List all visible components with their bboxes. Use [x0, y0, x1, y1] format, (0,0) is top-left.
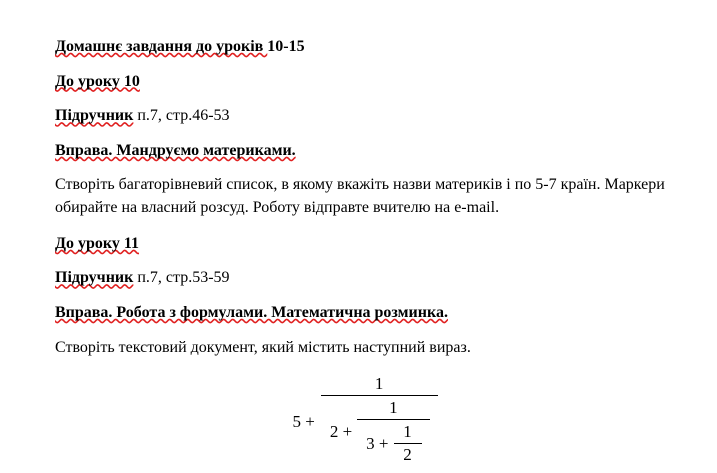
textbook-reference-11 — [55, 267, 677, 289]
fraction-level-2 — [357, 397, 429, 467]
exercise-label-10-text: Вправа. Мандруємо материками. — [55, 141, 296, 159]
formula-expression — [292, 373, 439, 468]
fraction-level-3-lead: 3 + — [366, 433, 389, 453]
fraction-level-3-denominator: 2 — [403, 445, 412, 465]
task-body-10 — [55, 174, 677, 219]
document-title — [55, 36, 677, 58]
exercise-label-11-text: Вправа. Робота з формулами. Математична розминка. — [55, 304, 448, 321]
task-body-10-text: Створіть багаторівневий список, в якому вкажіть назви материків і по 5-7 країн. Маркери обирайте на власний розсуд. Роботу відправте вчителю на e-mail. — [55, 176, 665, 217]
section-heading-lesson-10 — [55, 71, 677, 93]
section-heading-lesson-11-text: До уроку 11 — [55, 234, 140, 252]
task-body-11-text: Створіть текстовий документ, який містить наступний вираз. — [55, 338, 471, 356]
exercise-label-11 — [55, 302, 677, 324]
exercise-label-10 — [55, 140, 677, 162]
textbook-label-10: Підручник — [55, 107, 134, 125]
title-range: 10-15 — [267, 38, 305, 55]
fraction-level-3-numerator: 1 — [403, 422, 412, 442]
fraction-level-1-numerator: 1 — [374, 374, 384, 394]
fraction-level-3 — [394, 421, 422, 466]
continued-fraction-formula — [55, 373, 677, 468]
textbook-ref-10: п.7, стр.46-53 — [133, 107, 230, 125]
fraction-level-1-denominator — [321, 396, 438, 468]
section-heading-lesson-10-text: До уроку 10 — [55, 72, 140, 90]
formula-lead: 5 + — [292, 411, 315, 431]
fraction-level-2-lead: 2 + — [329, 422, 353, 442]
fraction-level-2-numerator: 1 — [389, 398, 398, 418]
section-heading-lesson-11 — [55, 233, 677, 255]
title-text: Домашнє завдання до уроків — [55, 38, 268, 55]
textbook-ref-11: п.7, стр.53-59 — [133, 269, 230, 287]
textbook-reference-10 — [55, 105, 677, 127]
task-body-11 — [55, 337, 677, 360]
fraction-level-1 — [321, 373, 438, 468]
textbook-label-11: Підручник — [55, 269, 134, 287]
fraction-level-2-denominator — [357, 420, 429, 467]
